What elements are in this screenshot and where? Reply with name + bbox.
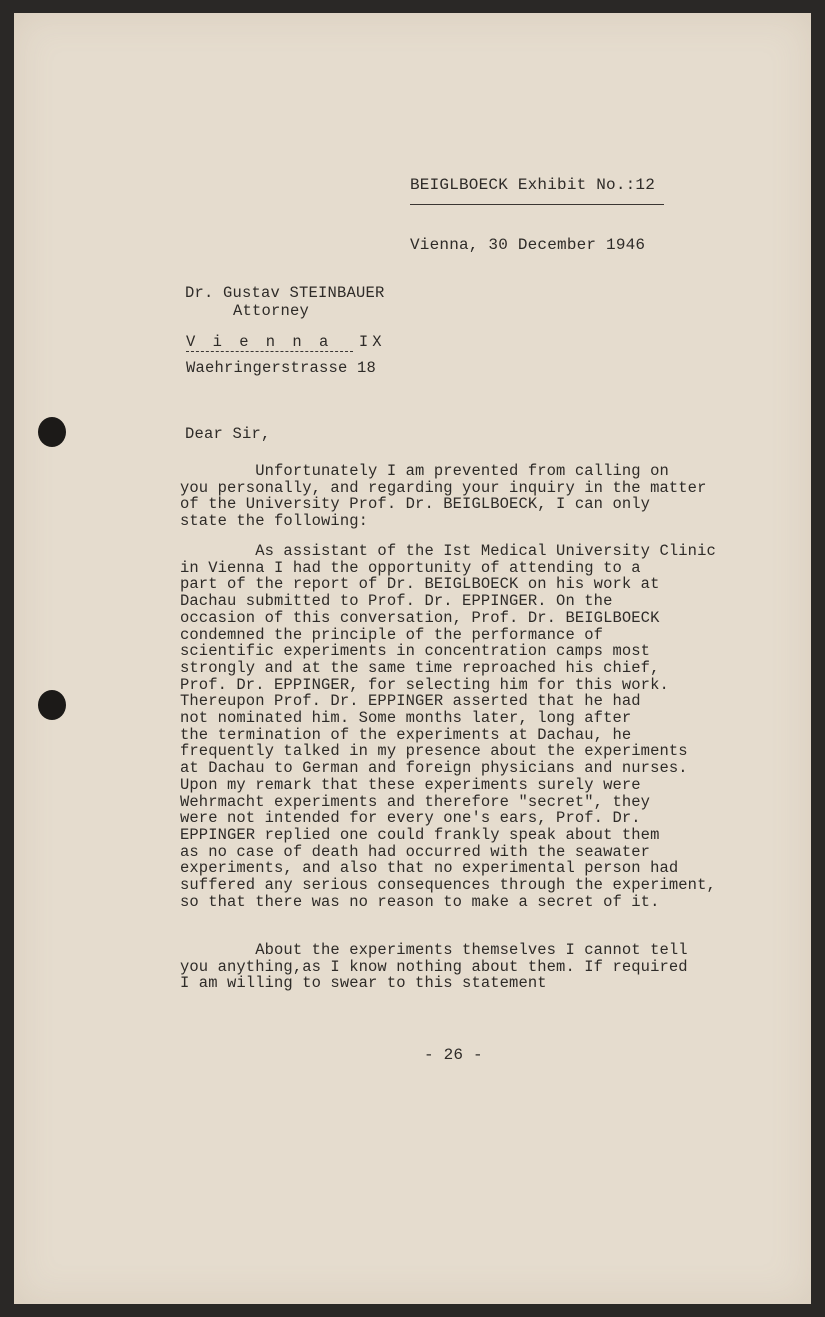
page-number: - 26 - [424,1046,483,1064]
recipient-street: Waehringerstrasse 18 [186,359,377,377]
punch-hole-top [38,417,66,447]
document-page [14,13,811,1304]
exhibit-underline [410,204,664,205]
paragraph-inquiry: Unfortunately I am prevented from calling on you personally, and regarding your inquiry in the matter of the University Prof. Dr. BEIGLBOECK, I can only state the following: [180,462,707,531]
paragraph-closing: About the experiments themselves I cannot tell you anything,as I know nothing about them. If required I am willing to swear to this statement [180,941,688,993]
recipient-city: V i e n n a IX [186,333,386,351]
letter-date: Vienna, 30 December 1946 [410,236,646,254]
recipient-title: Attorney [233,302,310,320]
city-underline [186,351,353,352]
recipient-name: Dr. Gustav STEINBAUER [185,284,385,302]
salutation: Dear Sir, [185,425,271,443]
paragraph-testimony: As assistant of the Ist Medical University Clinic in Vienna I had the opportunity of attending to a part of the report of Dr. BEIGLBOECK on his work at Dachau submitted to Prof. Dr. EPPINGER. On the occasion of this conversation, Prof. Dr. BEIGLBOECK condemned the principle of the performance of scientific experiments in concentration camps most strongly and at the same time reproached his chief, Prof. Dr. EPPINGER, for selecting him for this work. Thereupon Prof. Dr. EPPINGER asserted that he had not nominated him. Some months later, long after the termination of the experiments at Dachau, he frequently talked in my presence about the experiments at Dachau to German and foreign physicians and nurses. Upon my remark that these experiments surely were Wehrmacht experiments and therefore "secret", they were not intended for every one's ears, Prof. Dr. EPPINGER replied one could frankly speak about them as no case of death had occurred with the seawater experiments, and also that no experimental person had suffered any serious consequences through the experiment, so that there was no reason to make a secret of it. [180,542,716,911]
exhibit-label: BEIGLBOECK Exhibit No.:12 [410,176,656,194]
punch-hole-bottom [38,690,66,720]
